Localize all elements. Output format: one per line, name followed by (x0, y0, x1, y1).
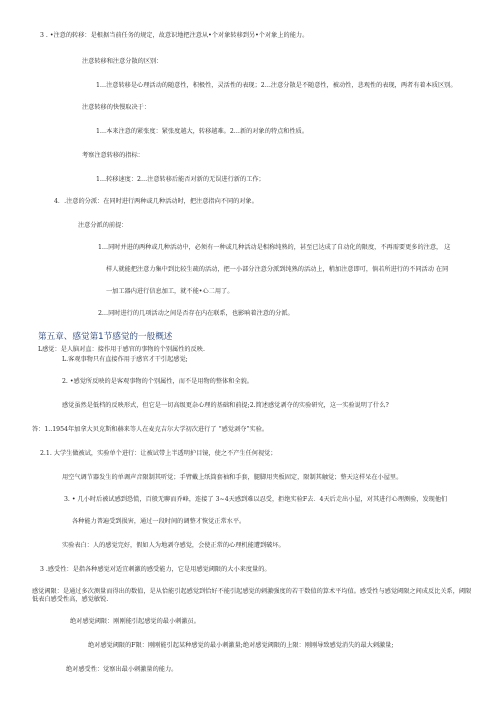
chapter-title: 第五章、感觉 (38, 332, 90, 342)
text-paragraph: 感觉阈限：是通过多次测量而得出的数值，是从恰能引起感觉到恰好不能引起感觉的刺激强度的若干数值的算术平均值。感受性与感觉阈限之间成反比关系，阈限低表白感受性高，感觉敏锐. (32, 588, 472, 603)
text-line: 实验表白：人的感觉完好，假如人为地剥夺感觉，会使正常的心理机能遭到破坏。 (62, 542, 285, 549)
text-line: 答：1..1954年加拿大贝克斯和赫来等人在麦克吉尔大学初次进行了 “感觉剥夺”实验。 (32, 426, 269, 433)
section-heading (38, 332, 172, 342)
text-line: 绝对感受性：觉察出最小刺激量的能力。 (66, 666, 178, 673)
text-line: L.客观事物只有直接作用于感官才干引起感觉; (62, 356, 188, 363)
text-line: 3 . •注意的转移：是根据当前任务的规定，故意识地把注意从•个对象转移到另•个对象上的能力。 (40, 32, 309, 39)
section-title: 第1节感觉的一般概述 (89, 332, 173, 342)
text-line: 各种能力普遍受到损害，通过一段时间的调整才恢觉正常水平。 (72, 518, 246, 525)
text-line: L感觉：是人脑对直：接作用于感官的事物的个别属性的反映. (38, 346, 205, 353)
text-line: 注意转移和注意分散的区别： (82, 58, 163, 65)
text-line: 注意分派的前提： (78, 222, 128, 229)
text-line: 1…本来注意的紧张度：紧张度越大，转移越难。2…新的对象的特点和性质。 (96, 128, 309, 135)
text-line: 1…同时并进的两种或几种活动中，必须有一种或几种活动是相称纯熟的，甚至已达成了自动化的限度，不再需要更多的注意， 这 (98, 244, 451, 251)
text-line: 一加工器内进行信息加工，就不能•心二用了。 (106, 288, 234, 295)
text-line: 样人就能把注意力集中到比较生疏的活动，把一小部分注意分派到纯熟的活动上，稍加注意即可，倘若所进行的不同活动 在同 (106, 266, 449, 273)
text-line: 考察注意转移的指标： (82, 152, 144, 159)
text-line: 绝对感觉阈限：刚刚能引起感觉的最小刺激员。 (70, 618, 200, 625)
text-line: 3 .感受性：是指各种感觉对适宜刺激的感受能力，它是用感觉阈限的大小来度量的。 (40, 566, 271, 573)
text-line: 感觉虽然是低档的反映形式，但它是一切高级更杂心理的基础和前提;2.简述感觉剥夺的实验研究，这一实验说明了什么? (62, 402, 389, 409)
text-line: 绝对感觉阈限的F限：刚刚能引起某种感觉的最小刺激量;绝对感觉阈限的上限：刚刚导致感觉消失的最大刺激量; (88, 642, 394, 649)
text-line: 1…转移速度：2…注意转移后能否对新的无误进行新的工作； (96, 176, 265, 183)
text-line: 2…同时进行的几项活动之间是否存在内在联系，也影响着注意的分派。 (98, 310, 294, 317)
text-line: 3. • 几小时后被试感到恐慌，百般无聊而乔峰，连接了 3~4天感到难以忍受，拒绝实验F去．4天后走出小屋，对其进行心理测验，发现他们 (64, 496, 448, 503)
text-line: 2. •感觉所反映的是客观事物的个别属性，而不是用物的整体和全貌。 (62, 378, 253, 385)
text-line: 2.1. 大学生做被试，实验单个进行：让被试带上半透明护目镜，使之不产生任何视觉； (40, 450, 277, 457)
text-line: 4．.注意的分派：在同时进行两种或几种活动时，把注意指向不同的对象。 (54, 198, 258, 205)
text-line: 用空气调节器发生的单调声音限制其听觉；手臂戴上纸筒套袖和手套，腿脚用夹板固定，限制其触觉；整天这样呆在小屋里。 (62, 474, 403, 481)
text-line: 1…注意转移是心理活动的随意性，积极性，灵活性的表现；2…注意分散是不随意性，被动性，悲观性的表现，两者有着本质区别。 (96, 82, 457, 89)
text-line: 注意转移的快慢取决于： (82, 104, 151, 111)
